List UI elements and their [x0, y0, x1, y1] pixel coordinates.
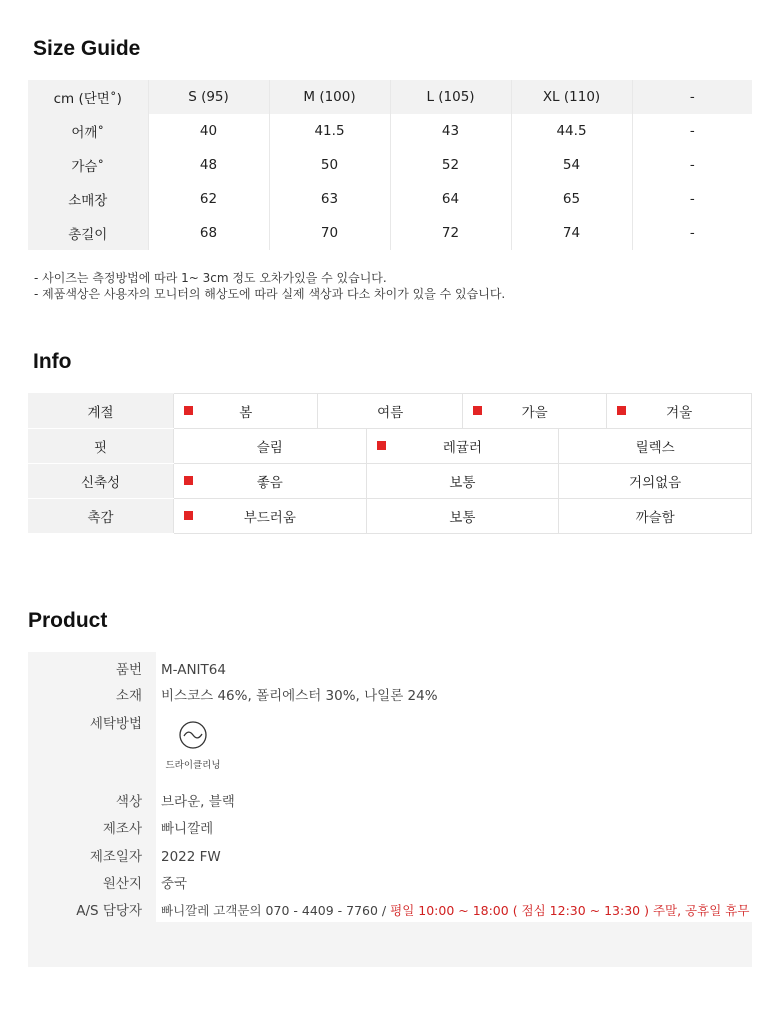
- table-row: [28, 148, 752, 182]
- table-cell: 72: [390, 216, 511, 250]
- option-cell: [318, 394, 462, 429]
- option-label: 가을: [521, 405, 548, 421]
- table-cell: -: [689, 157, 695, 173]
- color-label: 색상: [115, 794, 142, 810]
- product-row: [28, 874, 752, 894]
- option-cell: [174, 464, 367, 499]
- option-label: 부드러움: [243, 510, 296, 526]
- table-cell: -: [689, 191, 695, 207]
- as-label: A/S 담당자: [76, 903, 142, 919]
- selected-mark-icon: [473, 406, 482, 415]
- header-cell: S (95): [148, 80, 269, 114]
- dry-clean-icon: [178, 720, 208, 750]
- option-label: 슬림: [256, 440, 283, 456]
- item-no-label: 품번: [115, 662, 142, 678]
- option-label: 여름: [377, 405, 404, 421]
- table-row: [28, 114, 752, 148]
- option-cell: [366, 464, 559, 499]
- table-cell: 50: [269, 148, 390, 182]
- header-cell: M (100): [269, 80, 390, 114]
- option-label: 보통: [449, 510, 476, 526]
- size-notes: [34, 270, 505, 302]
- table-cell: -: [689, 123, 695, 139]
- row-label: 신축성: [28, 464, 174, 499]
- product-row: [28, 819, 752, 839]
- table-cell: 74: [511, 216, 632, 250]
- table-row: [28, 182, 752, 216]
- table-cell: 54: [511, 148, 632, 182]
- size-table-header: [28, 80, 752, 114]
- option-cell: [559, 429, 752, 464]
- selected-mark-icon: [184, 511, 193, 520]
- date-label: 제조일자: [89, 849, 142, 865]
- table-cell: 64: [390, 182, 511, 216]
- option-label: 거의없음: [629, 475, 682, 491]
- color-value: 브라운, 블랙: [161, 794, 235, 810]
- table-cell: 40: [148, 114, 269, 148]
- row-label: 소매장: [28, 182, 148, 216]
- material-value: 비스코스 46%, 폴리에스터 30%, 나일론 24%: [161, 688, 438, 704]
- option-cell: [366, 429, 559, 464]
- option-cell: [174, 394, 318, 429]
- selected-mark-icon: [184, 476, 193, 485]
- as-contact: 빠니깔레 고객문의 070 - 4409 - 7760 /: [161, 903, 387, 918]
- option-label: 좋음: [256, 475, 283, 491]
- material-label: 소재: [115, 688, 142, 704]
- table-row: [28, 216, 752, 250]
- option-cell: [607, 394, 752, 429]
- product-row: [28, 901, 752, 921]
- size-table: [28, 80, 752, 250]
- table-cell: 48: [148, 148, 269, 182]
- row-label: 핏: [28, 429, 174, 464]
- table-cell: 52: [390, 148, 511, 182]
- selected-mark-icon: [184, 406, 193, 415]
- origin-label: 원산지: [102, 876, 142, 892]
- option-cell: [462, 394, 606, 429]
- as-hours: 평일 10:00 ~ 18:00 ( 점심 12:30 ~ 13:30 ) 주말, 공휴일 휴무: [390, 903, 750, 918]
- table-cell: 63: [269, 182, 390, 216]
- row-label: 어깨˚: [28, 114, 148, 148]
- option-label: 보통: [449, 475, 476, 491]
- row-label: 가슴˚: [28, 148, 148, 182]
- header-cell: XL (110): [511, 80, 632, 114]
- product-row: [28, 686, 752, 706]
- date-value: 2022 FW: [161, 849, 221, 865]
- table-cell: 43: [390, 114, 511, 148]
- table-cell: 41.5: [269, 114, 390, 148]
- table-cell: 65: [511, 182, 632, 216]
- product-row: [28, 660, 752, 680]
- maker-label: 제조사: [102, 821, 142, 837]
- item-no-value: M-ANIT64: [161, 662, 226, 678]
- maker-value: 빠니깔레: [161, 821, 214, 837]
- washing-text: 드라이클리닝: [165, 760, 221, 771]
- note-line: - 제품색상은 사용자의 모니터의 해상도에 따라 실제 색상과 다소 차이가 있을 수 있습니다.: [34, 287, 506, 301]
- info-table: [28, 393, 752, 534]
- washing-method: [161, 720, 225, 771]
- as-value: [161, 901, 749, 921]
- info-title: Info: [33, 350, 72, 373]
- selected-mark-icon: [617, 406, 626, 415]
- table-cell: -: [689, 225, 695, 241]
- option-cell: [559, 499, 752, 534]
- product-title: Product: [28, 609, 108, 632]
- table-cell: 62: [148, 182, 269, 216]
- table-row: [28, 429, 752, 464]
- size-guide-title: Size Guide: [33, 37, 141, 60]
- product-row: [28, 847, 752, 867]
- table-cell: 44.5: [511, 114, 632, 148]
- header-cell: L (105): [390, 80, 511, 114]
- washing-label: 세탁방법: [89, 716, 142, 732]
- product-row: [28, 792, 752, 812]
- option-label: 봄: [239, 405, 253, 421]
- note-line: - 사이즈는 측정방법에 따라 1~ 3cm 정도 오차가있을 수 있습니다.: [34, 271, 387, 285]
- option-cell: [174, 499, 367, 534]
- option-cell: [559, 464, 752, 499]
- table-row: [28, 499, 752, 534]
- table-cell: 70: [269, 216, 390, 250]
- header-cell: -: [632, 80, 752, 114]
- product-info-panel: [28, 652, 752, 967]
- row-label: 계절: [28, 394, 174, 429]
- header-cell: cm (단면˚): [28, 80, 148, 114]
- option-cell: [366, 499, 559, 534]
- row-label: 촉감: [28, 499, 174, 534]
- option-label: 레귤러: [442, 440, 482, 456]
- option-label: 까슬함: [635, 510, 675, 526]
- table-row: [28, 394, 752, 429]
- row-label: 총길이: [28, 216, 148, 250]
- selected-mark-icon: [377, 441, 386, 450]
- option-cell: [174, 429, 367, 464]
- option-label: 릴렉스: [635, 440, 675, 456]
- product-row: [28, 714, 752, 734]
- option-label: 겨울: [666, 405, 693, 421]
- table-row: [28, 464, 752, 499]
- origin-value: 중국: [161, 876, 188, 892]
- table-cell: 68: [148, 216, 269, 250]
